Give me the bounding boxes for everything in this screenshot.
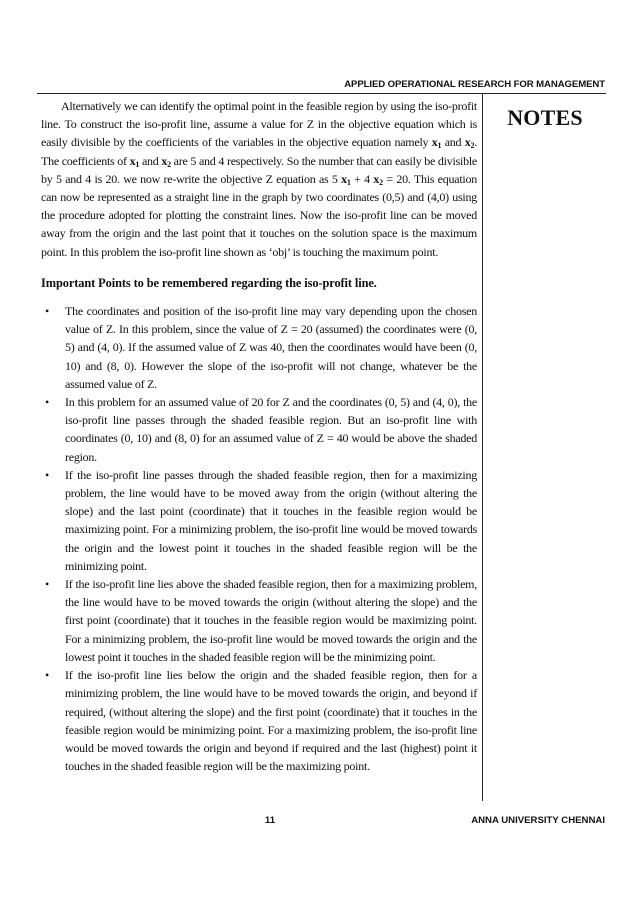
bullet-icon: • bbox=[45, 467, 49, 482]
var-x2: $x_2$ bbox=[373, 171, 383, 187]
section-subheading: Important Points to be remembered regarding the iso-profit line. bbox=[41, 275, 377, 290]
bullet-icon: • bbox=[45, 668, 49, 683]
publisher-footer: ANNA UNIVERSITY CHENNAI bbox=[471, 815, 605, 826]
bullet-icon: • bbox=[45, 304, 49, 319]
page-number: 11 bbox=[264, 815, 276, 826]
bullet-icon: • bbox=[45, 577, 49, 592]
var-x2: $x_2$ bbox=[161, 153, 171, 169]
notes-label: NOTES bbox=[507, 105, 583, 130]
bullet-icon: • bbox=[45, 395, 49, 410]
var-x1: $x_1$ bbox=[431, 135, 442, 151]
var-x1: $x_1$ bbox=[341, 171, 351, 187]
list-item: • If the iso-profit line lies above the shaded feasible region, then for a maximizing problem, the line would have to be moved towards the origin (without altering the slope) and the first point (coordinate) that it touches in the feasible region would be maximizing point. For a minimizing problem, the iso-profit line would be moved towards the origin and the lowest point it touches in the shaded feasible region will be the minimizing point. bbox=[45, 577, 477, 664]
intro-paragraph: Alternatively we can identify the optimal point in the feasible region by using the iso-profit line. To construct the iso-profit line, assume a value for Z in the objective equation which is easily divisible by the coefficients of the variables in the objective equation namely $x_1$ and $x_2$. The coefficients of $x_1$ and $x_2$ are 5 and 4 respectively. So the number that can easily be divisible by 5 and 4 is 20. we now re-write the objective Z equation as 5 $x_1 + 4$ $x_2 = 20$. This equation can now be represented as a straight line in the graph by two coordinates (0,5) and (4,0) using the procedure adopted for plotting the constraint lines. Now the iso-profit line can be moved away from the origin and the last point that it touches on the solution space is the maximum point. In this problem the iso-profit line shown as ‘obj’ is touching the maximum point. bbox=[41, 99, 478, 259]
main-content bbox=[41, 97, 477, 775]
running-header: APPLIED OPERATIONAL RESEARCH FOR MANAGEMENT bbox=[344, 79, 605, 90]
var-x1: $x_1$ bbox=[129, 153, 140, 169]
list-item: • If the iso-profit line lies below the origin and the shaded feasible region, then for a minimizing problem, the line would have to be moved towards the origin, and beyond if required, (without altering the slope) and the first point (coordinate) that it touches in the feasible region would be minimizing point. For a maximizing problem, the iso-profit line would be moved towards the origin and beyond if required and the last (highest) point it touches in the shaded feasible region will be the maximizing point. bbox=[45, 668, 477, 774]
header-rule bbox=[37, 93, 606, 94]
var-x2: $x_2$ bbox=[464, 135, 475, 151]
list-item: • The coordinates and position of the iso-profit line may vary depending upon the chosen value of Z. In this problem, since the value of Z = 20 (assumed) the coordinates were (0, 5) and (4, 0). If the assumed value of Z was 40, then the coordinates would have been (0, 10) and (8, 0). However the slope of the iso-profit will not change, whatever be the assumed value of Z. bbox=[45, 304, 477, 391]
margin-divider bbox=[482, 93, 483, 801]
bullet-list bbox=[41, 302, 477, 775]
list-item: • In this problem for an assumed value of 20 for Z and the coordinates (0, 5) and (4, 0), the iso-profit line passes through the shaded feasible region. But an iso-profit line with coordinates (0, 10) and (8, 0) for an assumed value of Z = 40 would be above the shaded region. bbox=[45, 395, 477, 464]
list-item: • If the iso-profit line passes through the shaded feasible region, then for a maximizing problem, the line would have to be moved away from the origin (without altering the slope) and the last point (coordinate) that it touches in the feasible region would be maximizing point. For a minimizing problem, the iso-profit line would be moved towards the origin and the lowest point it touches in the shaded feasible region will be the minimizing point. bbox=[45, 467, 477, 573]
